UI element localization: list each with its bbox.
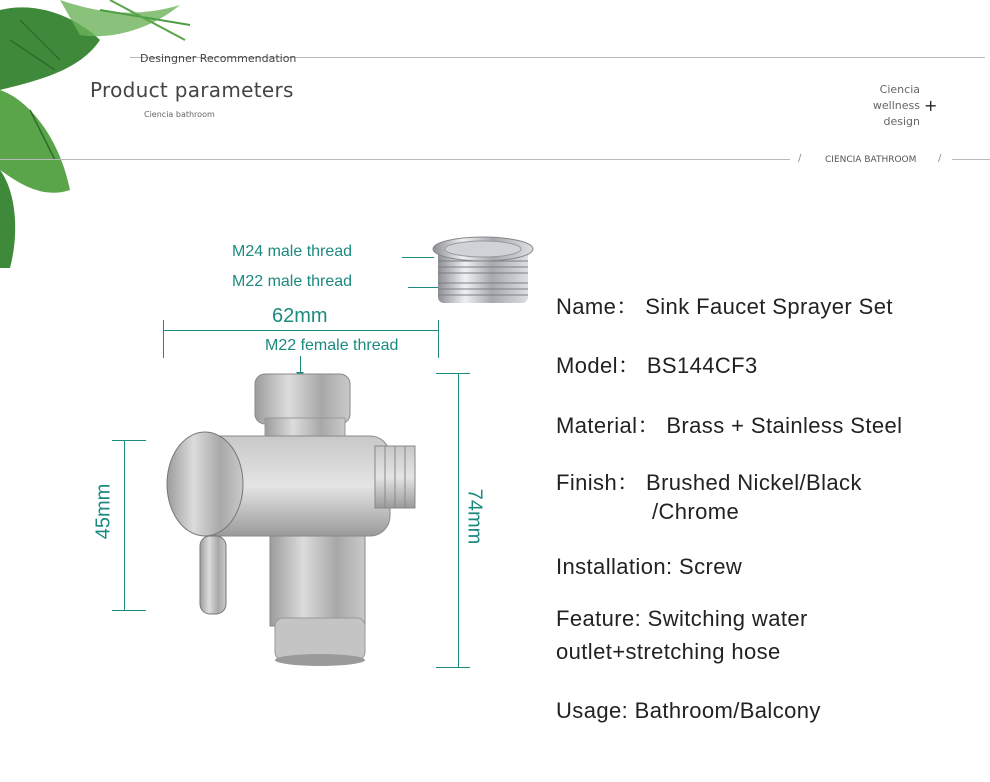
width-dimension-label: 62mm <box>272 305 328 327</box>
spec-finish: Finish： Brushed Nickel/Black <box>556 470 862 495</box>
thread-label-m22: M22 male thread <box>232 273 353 290</box>
leader-line <box>402 257 434 258</box>
header-bottom-rule <box>0 159 790 160</box>
spec-feature: Feature: Switching water <box>556 606 808 631</box>
leader-line <box>408 287 438 288</box>
spec-installation: Installation: Screw <box>556 554 743 579</box>
right-dimension-label: 74mm <box>463 488 486 545</box>
right-dimension-tick <box>436 373 470 374</box>
left-dimension-line <box>124 440 125 610</box>
slash-divider: / <box>798 153 802 164</box>
width-dimension-line <box>163 330 439 331</box>
right-dimension-line <box>458 373 459 667</box>
width-dimension-tick <box>438 320 439 358</box>
page-subtitle: Ciencia bathroom <box>144 110 215 119</box>
diverter-valve-image <box>160 368 430 668</box>
right-dimension-tick <box>436 667 470 668</box>
plus-icon: + <box>924 96 938 115</box>
left-dimension-label: 45mm <box>92 483 115 540</box>
page-title: Product parameters <box>90 78 294 102</box>
spec-name: Name： Sink Faucet Sprayer Set <box>556 294 893 319</box>
spec-feature-cont: outlet+stretching hose <box>556 639 781 664</box>
designer-recommendation: Desingner Recommendation <box>140 52 297 65</box>
leaf-decoration <box>0 0 200 270</box>
female-thread-label: M22 female thread <box>265 337 399 354</box>
brand-line: wellness <box>872 99 920 112</box>
spec-material: Material： Brass + Stainless Steel <box>556 413 903 438</box>
adapter-image <box>428 233 538 309</box>
slash-divider: / <box>938 153 942 164</box>
width-dimension-tick <box>163 320 164 358</box>
thread-label-m24: M24 male thread <box>232 243 353 260</box>
header-bottom-rule-end <box>952 159 990 160</box>
spec-model: Model： BS144CF3 <box>556 353 758 378</box>
spec-finish-cont: /Chrome <box>652 499 740 524</box>
brand-text <box>860 82 920 130</box>
brand-line: Ciencia <box>879 83 920 96</box>
spec-usage: Usage: Bathroom/Balcony <box>556 698 821 723</box>
brand-line: design <box>883 115 920 128</box>
left-dimension-tick <box>112 610 146 611</box>
bar-label: CIENCIA BATHROOM <box>825 155 917 165</box>
left-dimension-tick <box>112 440 146 441</box>
